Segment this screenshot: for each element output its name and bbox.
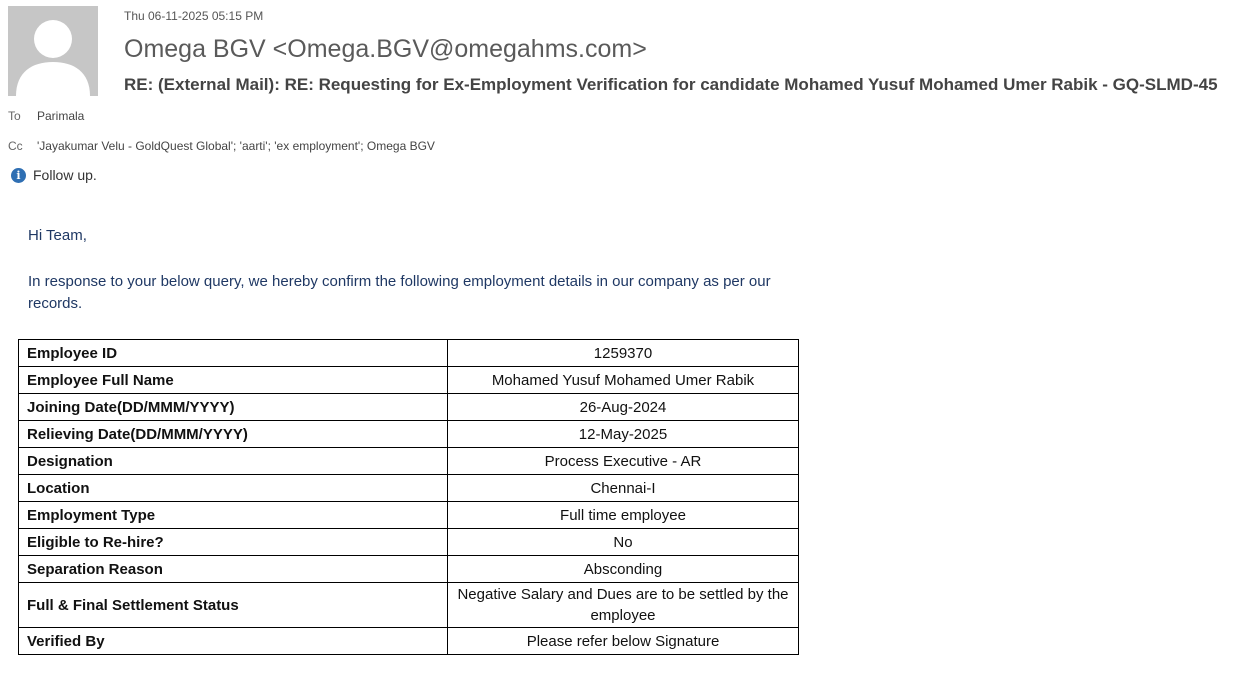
row-label: Designation xyxy=(19,448,448,475)
row-value: Full time employee xyxy=(448,502,799,529)
row-value: 1259370 xyxy=(448,340,799,367)
table-row xyxy=(19,628,799,655)
sender-avatar xyxy=(8,6,98,96)
cc-label: Cc xyxy=(8,139,23,153)
table-row xyxy=(19,448,799,475)
row-value: Absconding xyxy=(448,556,799,583)
info-bar[interactable] xyxy=(11,167,97,183)
table-row xyxy=(19,367,799,394)
table-row xyxy=(19,502,799,529)
table-row xyxy=(19,529,799,556)
sent-date: Thu 06-11-2025 05:15 PM xyxy=(124,9,264,23)
table-row xyxy=(19,583,799,628)
subject-line: RE: (External Mail): RE: Requesting for Ex-Employment Verification for candidate Mohamed Yusuf Mohamed Umer Rabik - GQ-SLMD-45 xyxy=(124,75,1218,94)
person-silhouette-icon xyxy=(8,6,98,96)
table-row xyxy=(19,340,799,367)
table-row xyxy=(19,421,799,448)
to-row xyxy=(8,109,84,123)
row-value: No xyxy=(448,529,799,556)
to-label: To xyxy=(8,109,21,123)
cc-row xyxy=(8,139,435,153)
row-value: Negative Salary and Dues are to be settled by the employee xyxy=(448,583,799,628)
row-label: Joining Date(DD/MMM/YYYY) xyxy=(19,394,448,421)
row-value: 26-Aug-2024 xyxy=(448,394,799,421)
row-value: Mohamed Yusuf Mohamed Umer Rabik xyxy=(448,367,799,394)
body-paragraph: In response to your below query, we hereby confirm the following employment details in our company as per our records. xyxy=(28,273,771,312)
row-label: Employment Type xyxy=(19,502,448,529)
info-icon: i xyxy=(11,168,26,183)
to-recipients[interactable]: Parimala xyxy=(37,109,85,123)
table-row xyxy=(19,475,799,502)
row-value: Process Executive - AR xyxy=(448,448,799,475)
row-label: Eligible to Re-hire? xyxy=(19,529,448,556)
row-label: Full & Final Settlement Status xyxy=(19,583,448,628)
table-row xyxy=(19,556,799,583)
sender-name[interactable]: Omega BGV <Omega.BGV@omegahms.com> xyxy=(124,35,647,63)
row-value: Please refer below Signature xyxy=(448,628,799,655)
row-label: Verified By xyxy=(19,628,448,655)
row-label: Relieving Date(DD/MMM/YYYY) xyxy=(19,421,448,448)
row-label: Employee Full Name xyxy=(19,367,448,394)
cc-recipients[interactable]: 'Jayakumar Velu - GoldQuest Global'; 'aarti'; 'ex employment'; Omega BGV xyxy=(37,139,435,153)
greeting-text: Hi Team, xyxy=(28,227,87,244)
row-value: 12-May-2025 xyxy=(448,421,799,448)
row-value: Chennai-I xyxy=(448,475,799,502)
row-label: Employee ID xyxy=(19,340,448,367)
info-text: Follow up. xyxy=(33,167,97,183)
employment-details-table xyxy=(18,339,799,655)
row-label: Separation Reason xyxy=(19,556,448,583)
table-row xyxy=(19,394,799,421)
row-label: Location xyxy=(19,475,448,502)
